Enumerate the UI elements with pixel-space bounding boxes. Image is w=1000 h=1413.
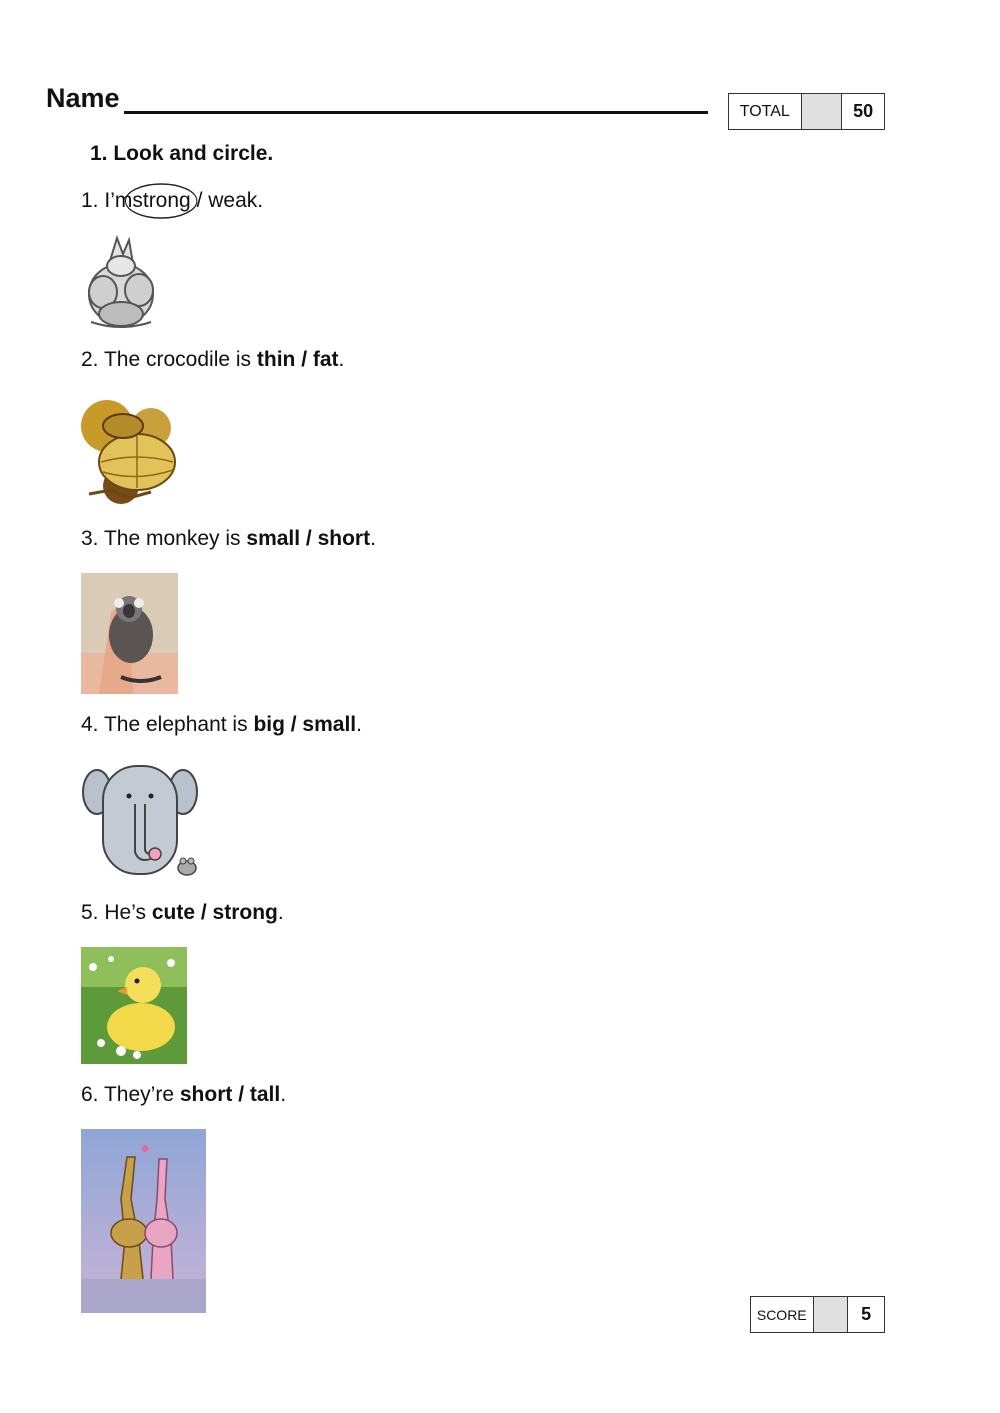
question-suffix: . xyxy=(338,348,345,371)
score-label: SCORE xyxy=(751,1297,814,1332)
question-prefix: They’re xyxy=(103,1083,175,1106)
option-b[interactable]: weak. xyxy=(208,189,264,212)
question-3 xyxy=(81,527,376,551)
question-prefix: The elephant is xyxy=(103,713,248,736)
question-prefix: The monkey is xyxy=(103,527,241,550)
total-value: 50 xyxy=(853,101,874,121)
two-giraffes-icon xyxy=(81,1129,206,1313)
option-a: strong xyxy=(132,189,191,212)
muscular-dog-icon xyxy=(81,234,159,330)
question-number: 5. xyxy=(81,901,99,924)
score-value: 5 xyxy=(861,1304,872,1324)
question-prefix: I’m xyxy=(104,189,133,212)
score-blank-cell[interactable] xyxy=(814,1297,849,1332)
question-4 xyxy=(81,713,362,737)
total-blank-cell[interactable] xyxy=(802,94,843,129)
question-6 xyxy=(81,1083,286,1107)
question-5 xyxy=(81,901,284,925)
question-number: 2. xyxy=(81,348,99,371)
instruction-heading: 1. Look and circle. xyxy=(90,142,274,165)
options[interactable]: thin / fat xyxy=(256,348,339,371)
duckling-in-grass-icon xyxy=(81,947,187,1064)
total-label: TOTAL xyxy=(729,94,802,129)
options[interactable]: small / short xyxy=(246,527,371,550)
question-suffix: . xyxy=(277,901,284,924)
name-line[interactable] xyxy=(124,111,708,114)
score-box xyxy=(750,1296,885,1333)
options[interactable]: short / tall xyxy=(179,1083,281,1106)
question-prefix: He’s xyxy=(104,901,146,924)
question-1 xyxy=(81,189,263,213)
elephant-and-mouse-icon xyxy=(81,760,205,880)
question-suffix: . xyxy=(356,713,362,736)
name-label: Name xyxy=(46,83,120,113)
total-box xyxy=(728,93,885,130)
options[interactable]: cute / strong xyxy=(151,901,278,924)
answer-circle-icon xyxy=(124,181,198,221)
question-suffix: . xyxy=(280,1083,287,1106)
tiny-monkey-on-finger-icon xyxy=(81,573,178,694)
question-suffix: . xyxy=(370,527,376,550)
question-2 xyxy=(81,348,344,372)
fat-crocodile-icon xyxy=(81,398,177,504)
question-number: 6. xyxy=(81,1083,99,1106)
question-number: 1. xyxy=(81,189,99,212)
option-separator: / xyxy=(196,189,203,212)
question-number: 3. xyxy=(81,527,99,550)
question-prefix: The crocodile is xyxy=(103,348,252,371)
circled-option[interactable] xyxy=(132,189,190,213)
options[interactable]: big / small xyxy=(253,713,357,736)
question-number: 4. xyxy=(81,713,99,736)
